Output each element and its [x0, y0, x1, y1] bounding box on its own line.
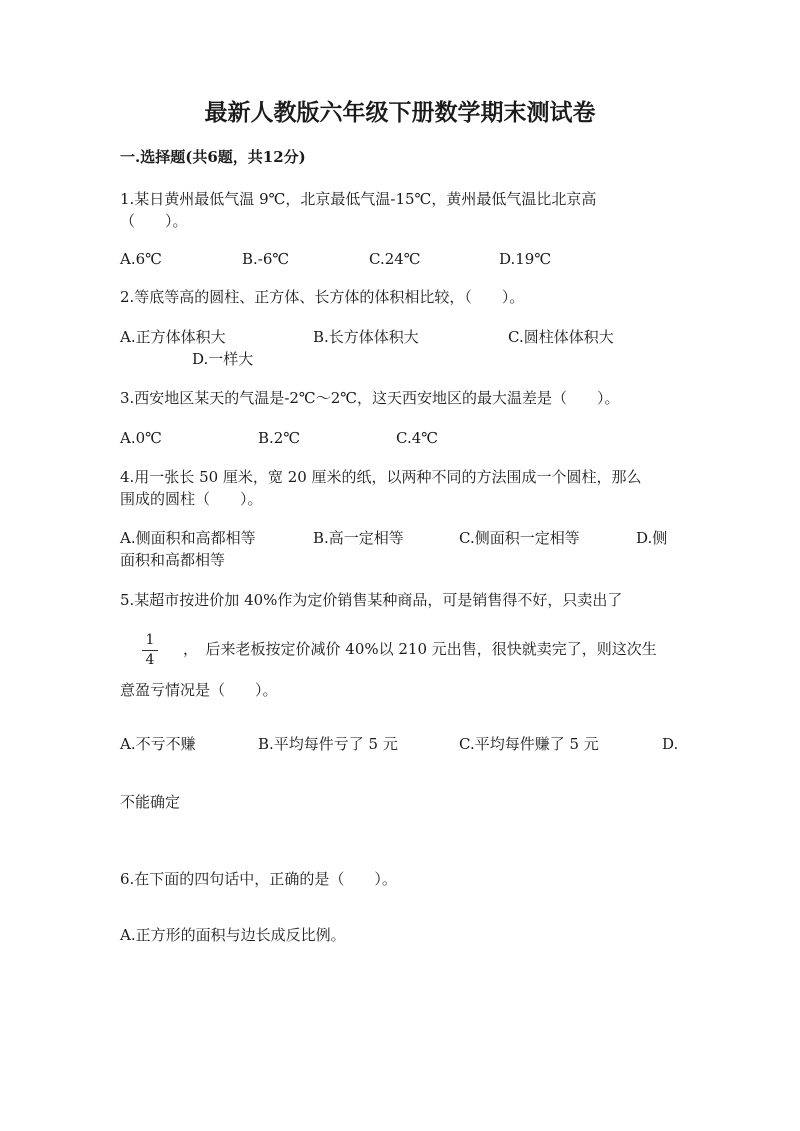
- section-heading: 一.选择题(共6题，共12分): [120, 148, 306, 166]
- question-6-stem: 6.在下面的四句话中，正确的是（ ）。: [120, 870, 397, 888]
- question-4-option-d: D.侧: [636, 529, 668, 547]
- question-4-stem-line-2: 围成的圆柱（ ）。: [120, 490, 263, 508]
- question-5-option-d: D.: [662, 735, 679, 753]
- question-1-stem-line-2: （ ）。: [120, 212, 188, 230]
- question-4-option-a: A.侧面积和高都相等: [120, 529, 256, 547]
- fraction-numerator: 1: [145, 632, 155, 648]
- question-3-option-c: C.4℃: [396, 429, 439, 447]
- question-5-option-d-continued: 不能确定: [120, 793, 181, 811]
- question-2-option-a: A.正方体体积大: [120, 328, 226, 346]
- question-5-stem-line-1: 5.某超市按进价加 40%作为定价销售某种商品，可是销售得不好，只卖出了: [120, 591, 623, 609]
- page-title: 最新人教版六年级下册数学期末测试卷: [204, 99, 596, 126]
- question-3-option-b: B.2℃: [258, 429, 301, 447]
- question-1-option-b: B.-6℃: [242, 250, 290, 268]
- fraction-denominator: 4: [145, 652, 155, 668]
- question-2-option-b: B.长方体体积大: [313, 328, 419, 346]
- question-2-option-c: C.圆柱体体积大: [508, 328, 614, 346]
- question-5-option-b: B.平均每件亏了 5 元: [258, 735, 398, 753]
- question-1-option-d: D.19℃: [499, 250, 552, 268]
- question-5-option-c: C.平均每件赚了 5 元: [459, 735, 599, 753]
- question-5-stem-line-3: 意盈亏情况是（ ）。: [120, 681, 278, 699]
- question-1-stem-line-1: 1.某日黄州最低气温 9℃，北京最低气温-15℃，黄州最低气温比北京高: [120, 190, 597, 208]
- question-3-stem: 3.西安地区某天的气温是-2℃～2℃，这天西安地区的最大温差是（ ）。: [120, 389, 620, 407]
- fraction-bar: [142, 650, 158, 651]
- question-4-option-b: B.高一定相等: [313, 529, 404, 547]
- question-4-option-c: C.侧面积一定相等: [459, 529, 580, 547]
- question-3-option-a: A.0℃: [120, 429, 162, 447]
- question-1-option-a: A.6℃: [120, 250, 162, 268]
- question-5-stem-line-2: ， 后来老板按定价减价 40%以 210 元出售，很快就卖完了，则这次生: [183, 640, 657, 658]
- question-2-option-d: D.一样大: [192, 350, 254, 368]
- question-6-option-a: A.正方形的面积与边长成反比例。: [120, 926, 346, 944]
- question-2-stem: 2.等底等高的圆柱、正方体、长方体的体积相比较，（ ）。: [120, 288, 525, 306]
- fraction-one-quarter: [141, 632, 159, 669]
- question-4-stem-line-1: 4.用一张长 50 厘米，宽 20 厘米的纸，以两种不同的方法围成一个圆柱，那么: [120, 468, 642, 486]
- question-4-option-d-continued: 面积和高都相等: [120, 551, 226, 569]
- question-5-option-a: A.不亏不赚: [120, 735, 196, 753]
- question-1-option-c: C.24℃: [369, 250, 421, 268]
